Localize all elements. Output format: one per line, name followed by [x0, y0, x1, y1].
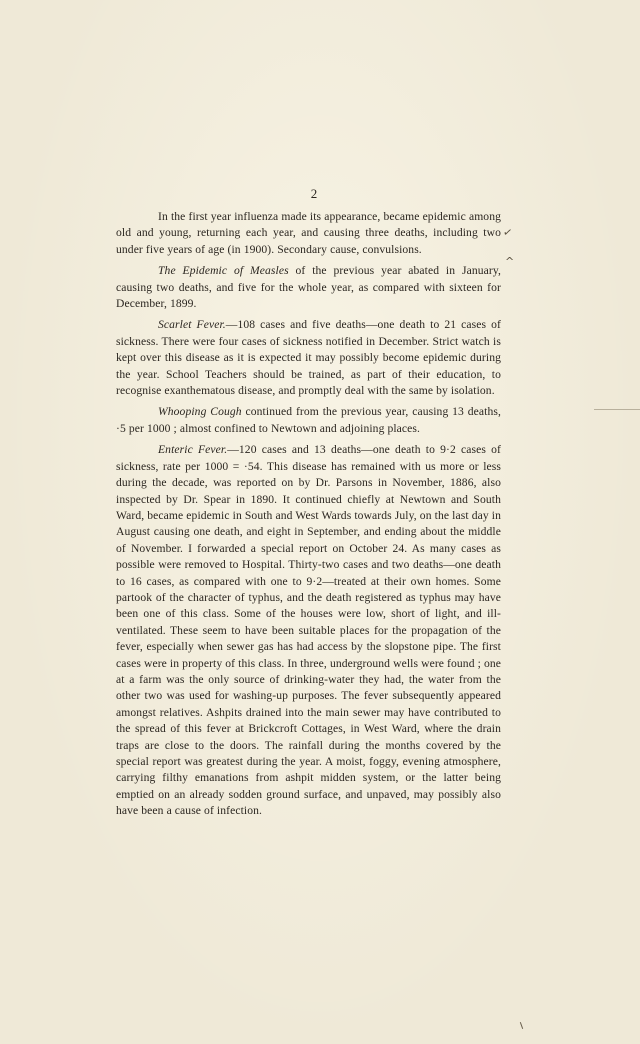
- paragraph-lead: The Epidemic of Measles: [158, 264, 289, 278]
- page-edge-line: [594, 409, 640, 410]
- paragraph-whooping-cough: [116, 404, 501, 437]
- paragraph-lead: Scarlet Fever.: [158, 318, 226, 332]
- paragraph-body: of the previous year abated in January, causing two deaths, and five for the whole year, as compared with sixteen for December, 1899.: [116, 264, 501, 311]
- paragraph-measles: [116, 263, 501, 312]
- paragraph-scarlet-fever: [116, 317, 501, 399]
- paragraph-body: continued from the previous year, causing 13 deaths, ·5 per 1000 ; almost confined to Newtown and adjoining places.: [116, 405, 501, 435]
- handwritten-caret-icon: ^: [505, 255, 515, 268]
- paragraph-body: In the first year influenza made its appearance, became epidemic among old and young, returning each year, and causing three deaths, including two under five years of age (in 1900). Secondary cause, convulsions.: [116, 210, 501, 256]
- pencil-stroke-mark: [520, 1022, 523, 1029]
- paragraph-body: —108 cases and five deaths—one death to 21 cases of sickness. There were four cases of sickness notified in December. Strict watch is kept over this disease as it is expected it may possibly become epidemic during the year. School Teachers should be trained, as part of their education, to recognise exanthematous disease, and promptly deal with the same by isolation.: [116, 318, 501, 398]
- paragraph-lead: Enteric Fever.: [158, 443, 228, 457]
- paragraph-lead: Whooping Cough: [158, 405, 242, 419]
- paragraph-body: —120 cases and 13 deaths—one death to 9·2 cases of sickness, rate per 1000 = ·54. This disease has remained with us more or less during the decade, was reported on by Dr. Parsons in November, 1886, also inspected by Dr. Spear in 1890. It continued chiefly at Newtown and South Ward, became epidemic in South and West Wards towards July, on the last day in August causing one death, and eight in September, and ending about the middle of November. I forwarded a special report on October 24. As many cases as possible were removed to Hospital. Thirty-two cases and two deaths—one death to 16 cases, as compared with one to 9·2—treated at their own homes. Some partook of the character of typhus, and the death registered as typhus may have been one of this class. Some of the houses were low, short of light, and ill-ventilated. These seem to have been suitable places for the propagation of the fever, especially when sewer gas has had access by the slopstone pipe. The first cases were in property of this class. In three, underground wells were found ; one at a farm was the only source of drinking-water they had, the water from the other two was used for washing-up purposes. The fever subsequently appeared amongst relatives. Ashpits drained into the main sewer may have contributed to the spread of this fever at Brickcroft Cottages, in West Ward, where the drain traps are close to the doors. The rainfall during the months covered by the special report was greatest during the year. A moist, foggy, evening atmosphere, carrying filthy emanations from ashpit midden system, or the latter being emptied on an already sodden ground surface, and unpaved, may possibly also have been a cause of infection.: [116, 443, 501, 818]
- paragraph-influenza: [116, 209, 501, 258]
- handwritten-tick-icon: ✓: [502, 225, 514, 240]
- page-number: 2: [310, 186, 318, 201]
- paragraph-enteric-fever: [116, 442, 501, 819]
- report-text: [116, 209, 501, 825]
